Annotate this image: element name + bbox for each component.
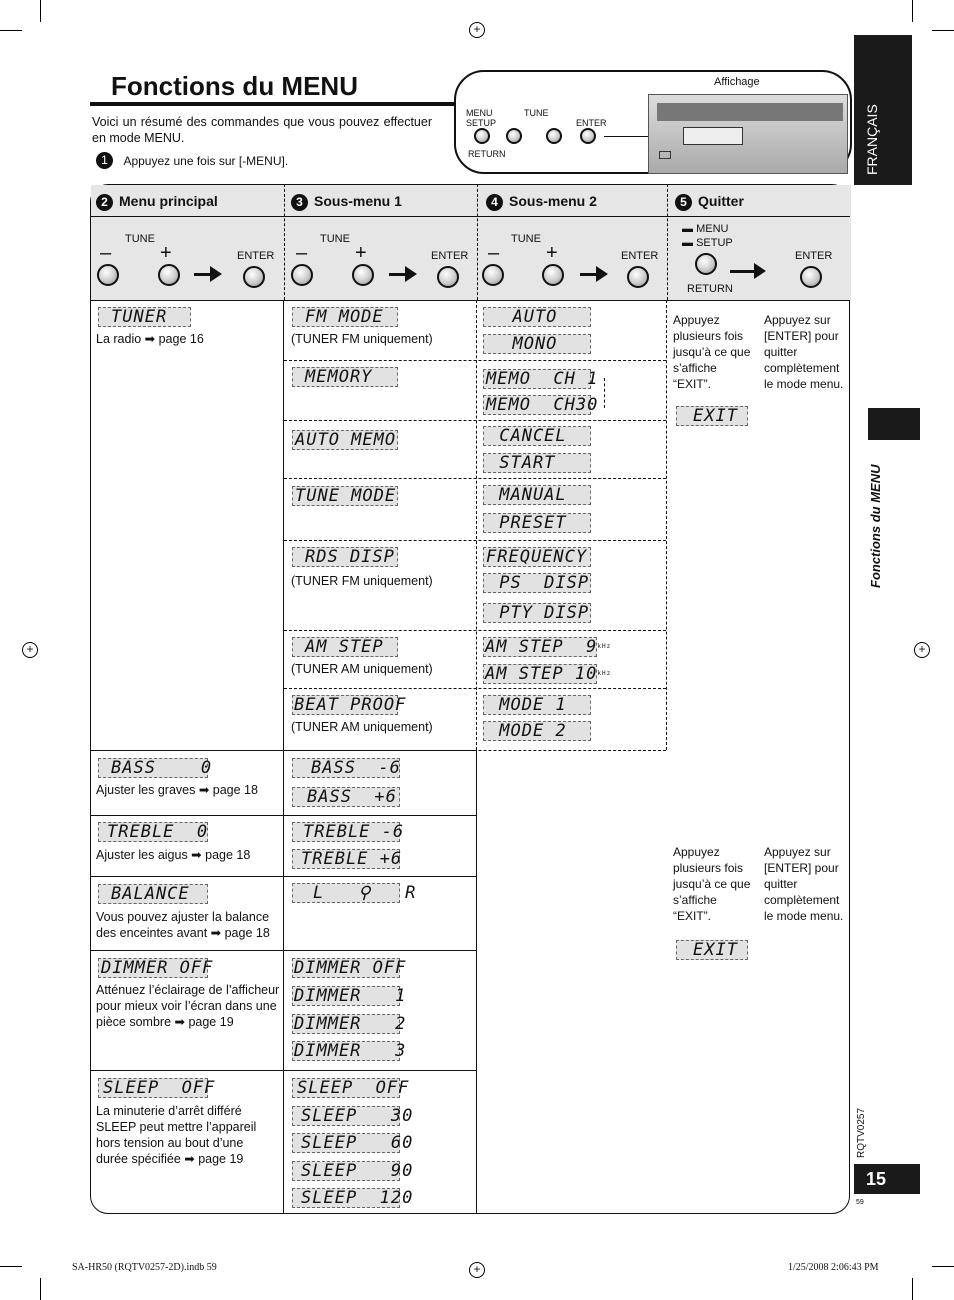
- enter-label: ENTER: [237, 250, 275, 262]
- lcd-preset: PRESET: [483, 513, 591, 533]
- column-separator: [667, 184, 668, 300]
- tuner-description: La radio ➡ page 16: [96, 332, 204, 346]
- lcd-bass-minus-6: BASS -6: [292, 758, 400, 778]
- footer-left: SA-HR50 (RQTV0257-2D).indb 59: [72, 1262, 217, 1273]
- intro-text: Voici un résumé des commandes que vous pouvez effectuer en mode MENU.: [92, 115, 432, 145]
- lcd-sleep: SLEEP OFF: [98, 1078, 208, 1098]
- lcd-dimmer-1: DIMMER 1: [294, 986, 407, 1006]
- tune-plus-button[interactable]: [542, 264, 564, 286]
- lcd-sleep-120: SLEEP 120: [292, 1188, 400, 1208]
- lcd-dimmer: DIMMER OFF: [98, 958, 208, 978]
- arrow-icon: [389, 273, 409, 276]
- tune-minus-button[interactable]: [97, 264, 119, 286]
- lcd-sleep-off: SLEEP OFF: [292, 1078, 400, 1098]
- minus-sign: –: [100, 242, 112, 264]
- lcd-dimmer-3: DIMMER 3: [294, 1041, 407, 1061]
- column-separator: [284, 184, 285, 300]
- lcd-bass: BASS 0: [98, 758, 208, 778]
- column-separator: [477, 184, 478, 300]
- tune-label: TUNE: [320, 233, 350, 245]
- am-step-note: (TUNER AM uniquement): [291, 662, 433, 676]
- lcd-treble: TREBLE 0: [98, 822, 208, 842]
- column-line: [476, 300, 477, 750]
- side-section-label: Fonctions du MENU: [868, 464, 883, 588]
- crop-mark: [0, 1266, 22, 1267]
- menu-button[interactable]: [474, 128, 490, 144]
- arrow-icon: [194, 273, 214, 276]
- dimmer-description: Atténuez l’éclairage de l’afficheur pour mieux voir l’écran dans une pièce sombre ➡ page 19: [96, 983, 280, 1029]
- tune-label: TUNE: [511, 233, 541, 245]
- crop-mark: [932, 1266, 954, 1267]
- device-button-cluster: [683, 127, 743, 145]
- doc-code: RQTV0257: [856, 1107, 867, 1158]
- crop-mark: [0, 30, 22, 31]
- lcd-mono: MONO: [483, 334, 591, 354]
- enter-button[interactable]: [437, 266, 459, 288]
- row-line: [90, 815, 477, 816]
- enter-label: ENTER: [621, 250, 659, 262]
- page-title: Fonctions du MENU: [111, 71, 358, 101]
- step-number: 1: [96, 152, 113, 169]
- lcd-exit: EXIT: [676, 406, 748, 426]
- language-tab: [854, 35, 912, 185]
- lcd-exit: EXIT: [676, 940, 748, 960]
- controls-divider: [90, 300, 850, 301]
- step-1: [96, 152, 288, 170]
- column-line: [283, 300, 284, 1214]
- lcd-balance-lr: L ⚲ R: [292, 883, 400, 903]
- fm-mode-note: (TUNER FM uniquement): [291, 332, 433, 346]
- crop-mark: [40, 1278, 41, 1300]
- column-line: [666, 300, 667, 750]
- device-display: [657, 103, 843, 121]
- language-tab-label: FRANÇAIS: [864, 104, 880, 175]
- minus-sign: –: [488, 242, 500, 264]
- row-dash: [284, 750, 666, 751]
- enter-button[interactable]: [580, 128, 596, 144]
- lcd-sleep-90: SLEEP 90: [292, 1161, 400, 1181]
- lcd-frequency: FREQUENCY: [483, 547, 591, 567]
- row-dash: [284, 688, 666, 689]
- quit-instruction-repeat: Appuyez plusieurs fois jusqu’à ce que s’affiche “EXIT”.: [673, 313, 751, 391]
- registration-mark-icon: +: [22, 642, 38, 658]
- lcd-memo-ch30: MEMO CH30: [483, 395, 591, 415]
- enter-button[interactable]: [627, 266, 649, 288]
- lcd-auto: AUTO: [483, 307, 591, 327]
- crop-mark: [912, 1278, 913, 1300]
- quit-instruction-repeat: Appuyez plusieurs fois jusqu’à ce que s’affiche “EXIT”.: [673, 845, 751, 923]
- step-1-text: Appuyez une fois sur [-MENU].: [123, 154, 289, 168]
- tune-plus-button[interactable]: [158, 264, 180, 286]
- lcd-am-step-10: AM STEP 10kHz: [485, 664, 612, 684]
- lcd-sleep-30: SLEEP 30: [292, 1106, 400, 1126]
- crop-mark: [40, 0, 41, 22]
- row-dash: [284, 360, 666, 361]
- enter-button[interactable]: [243, 266, 265, 288]
- lcd-bass-plus-6: BASS +6: [292, 787, 400, 807]
- plus-sign: +: [160, 242, 172, 264]
- lcd-auto-memo: AUTO MEMO: [292, 430, 398, 450]
- minus-sign: –: [296, 242, 308, 264]
- header-sous-menu-1: 3 Sous-menu 1: [291, 193, 402, 211]
- rds-note: (TUNER FM uniquement): [291, 574, 433, 588]
- lcd-mode-1: MODE 1: [483, 695, 591, 715]
- lcd-ps-disp: PS DISP: [483, 573, 591, 593]
- return-label: RETURN: [468, 149, 506, 159]
- header-divider: [90, 216, 850, 217]
- tune-minus-button[interactable]: [291, 264, 313, 286]
- title-rule: [90, 102, 456, 106]
- bass-description: Ajuster les graves ➡ page 18: [96, 783, 258, 797]
- lcd-manual: MANUAL: [483, 485, 591, 505]
- registration-mark-icon: +: [469, 22, 485, 38]
- lcd-pty-disp: PTY DISP: [483, 603, 591, 623]
- memo-bracket: [604, 378, 605, 408]
- lcd-am-step: AM STEP: [292, 637, 398, 657]
- crop-mark: [932, 30, 954, 31]
- row-dash: [284, 478, 666, 479]
- lcd-treble-minus-6: TREBLE -6: [292, 822, 400, 842]
- tune-plus-button[interactable]: [546, 128, 562, 144]
- lcd-cancel: CANCEL: [483, 426, 591, 446]
- row-dash: [284, 420, 666, 421]
- tune-minus-button[interactable]: [506, 128, 522, 144]
- arrow-icon: [730, 270, 758, 273]
- enter-button[interactable]: [800, 266, 822, 288]
- tune-label: TUNE: [524, 108, 549, 118]
- enter-label: ENTER: [795, 250, 833, 262]
- pointer-line: [604, 136, 650, 137]
- balance-description: Vous pouvez ajuster la balance des enceintes avant ➡ page 18: [96, 910, 270, 940]
- header-menu-principal: 2 Menu principal: [96, 193, 218, 211]
- lcd-beat-proof: BEAT PROOF: [294, 695, 407, 715]
- tune-plus-button[interactable]: [352, 264, 374, 286]
- plus-sign: +: [546, 242, 558, 264]
- lcd-treble-plus-6: TREBLE +6: [292, 849, 400, 869]
- lcd-dimmer-off: DIMMER OFF: [294, 958, 407, 978]
- lcd-tuner: TUNER: [98, 307, 191, 327]
- section-tab: [868, 408, 920, 440]
- row-line: [90, 950, 477, 951]
- arrow-icon: [580, 273, 600, 276]
- column-line: [476, 750, 477, 1214]
- treble-description: Ajuster les aigus ➡ page 18: [96, 848, 251, 862]
- row-dash: [284, 540, 666, 541]
- crop-mark: [912, 0, 913, 22]
- lcd-dimmer-2: DIMMER 2: [294, 1014, 407, 1034]
- lcd-rds-disp: RDS DISP: [292, 547, 398, 567]
- row-dash: [284, 630, 666, 631]
- device-slot: [659, 151, 671, 159]
- menu-button[interactable]: [695, 253, 717, 275]
- page-number: 15: [854, 1164, 920, 1194]
- device-front-panel: [648, 94, 848, 174]
- row-line: [90, 876, 477, 877]
- display-label: Affichage: [714, 76, 760, 88]
- tune-label: TUNE: [125, 233, 155, 245]
- footer-right: 1/25/2008 2:06:43 PM: [788, 1262, 879, 1273]
- quit-instruction-enter: Appuyez sur [ENTER] pour quitter complètement le mode menu.: [764, 313, 844, 391]
- lcd-start: START: [483, 453, 591, 473]
- menu-setup-label: MENU SETUP: [466, 108, 497, 128]
- plus-sign: +: [355, 242, 367, 264]
- lcd-tune-mode: TUNE MODE: [292, 486, 398, 506]
- enter-label: ENTER: [431, 250, 469, 262]
- registration-mark-icon: +: [914, 642, 930, 658]
- beat-proof-note: (TUNER AM uniquement): [291, 720, 433, 734]
- lcd-fm-mode: FM MODE: [292, 307, 398, 327]
- menu-setup-label: ▬ MENU ▬ SETUP: [682, 223, 733, 249]
- enter-label: ENTER: [576, 118, 607, 128]
- return-label: RETURN: [687, 283, 733, 295]
- lcd-sleep-60: SLEEP 60: [292, 1133, 400, 1153]
- lcd-am-step-9: AM STEP 9kHz: [485, 637, 612, 657]
- lcd-memory: MEMORY: [292, 367, 398, 387]
- row-line: [90, 1070, 477, 1071]
- page-small-number: 59: [856, 1199, 864, 1206]
- header-quitter: 5 Quitter: [675, 193, 744, 211]
- registration-mark-icon: +: [469, 1262, 485, 1278]
- header-sous-menu-2: 4 Sous-menu 2: [486, 193, 597, 211]
- lcd-memo-ch1: MEMO CH 1: [483, 369, 591, 389]
- device-illustration: [454, 70, 852, 174]
- quit-instruction-enter: Appuyez sur [ENTER] pour quitter complètement le mode menu.: [764, 845, 844, 923]
- tune-minus-button[interactable]: [482, 264, 504, 286]
- lcd-mode-2: MODE 2: [483, 721, 591, 741]
- sleep-description: La minuterie d’arrêt différé SLEEP peut mettre l’appareil hors tension au bout d’une durée spécifiée ➡ page 19: [96, 1104, 257, 1166]
- lcd-balance: BALANCE: [98, 884, 208, 904]
